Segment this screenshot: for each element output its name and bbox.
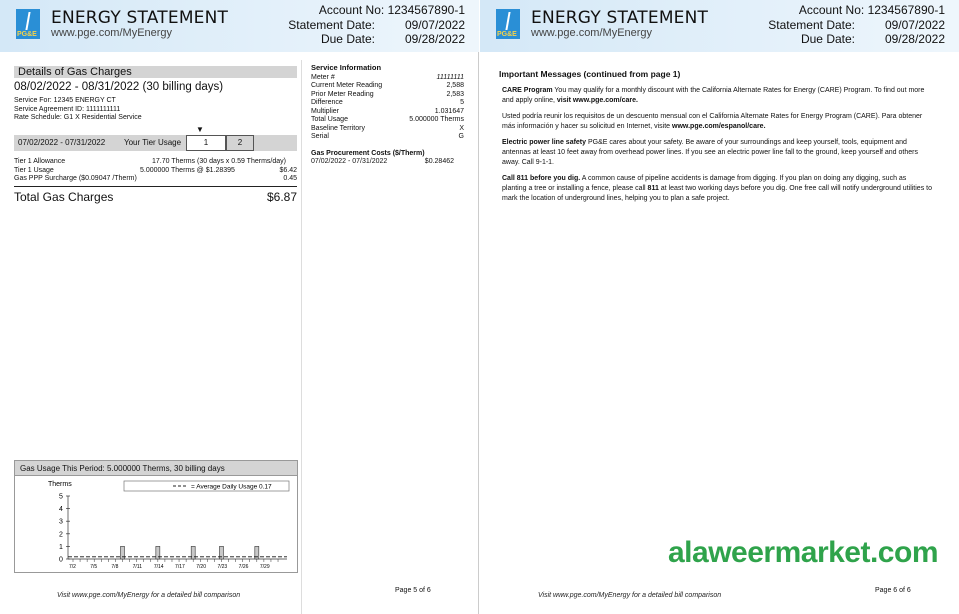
pge-logo: PG&E xyxy=(496,9,520,39)
y-axis-label: Therms xyxy=(48,481,72,488)
watermark: alaweermarket.com xyxy=(668,536,938,569)
statement-header xyxy=(0,0,479,52)
service-row: Meter # 11111111 xyxy=(311,73,464,81)
legend-label: = Average Daily Usage 0.17 xyxy=(191,483,272,491)
power-line-safety-message: Electric power line safety PG&E cares about your safety. Be aware of your surroundings and keep yourself, tools, equipment and antennas at least 10 feet away from overhead power lines. If you see an electric power line fall to the ground, keep yourself and others away. Call 9-1-1. xyxy=(502,139,918,166)
x-tick-label: 7/26 xyxy=(238,564,249,570)
x-tick-label: 7/17 xyxy=(175,564,185,570)
footer-note: Visit www.pge.com/MyEnergy for a detailed bill comparison xyxy=(57,592,241,599)
total-gas-charges: Total Gas Charges $6.87 xyxy=(14,186,297,204)
billing-period: 08/02/2022 - 08/31/2022 (30 billing days) xyxy=(14,81,224,93)
tier-usage-bar: 07/02/2022 - 07/31/2022 Your Tier Usage 1 2 xyxy=(14,135,297,151)
header-url: www.pge.com/MyEnergy xyxy=(51,27,173,39)
service-row: Serial G xyxy=(311,133,464,140)
tier-2: 2 xyxy=(226,135,254,151)
page-number: Page 6 of 6 xyxy=(875,587,911,594)
gas-usage-chart xyxy=(14,460,298,573)
x-tick-label: 7/23 xyxy=(217,564,228,570)
account-info: Account No: 1234567890-1 Statement Date: 09/07/2022 Due Date: 09/28/2022 xyxy=(288,3,465,46)
page-6 xyxy=(480,0,959,614)
service-row: Total Usage 5.000000 Therms xyxy=(311,116,464,123)
y-tick-label: 3 xyxy=(59,518,63,526)
messages-heading: Important Messages (continued from page 1) xyxy=(499,69,681,79)
service-agreement: Service Agreement ID: 1111111111 xyxy=(14,105,121,113)
important-messages xyxy=(502,86,932,210)
service-information: Service Information Meter # 11111111 Current Meter Reading 2,588 Prior Meter Reading 2,583 Difference 5 Multiplier 1.031647 Total Usage 5.000000 Therms Baseline Territory X Serial G Gas Procurement Costs ($/Therm) 07/02/2022 - 07/31/2022 $0.28462 xyxy=(311,63,464,165)
service-row: Difference 5 xyxy=(311,99,464,106)
details-heading: Details of Gas Charges xyxy=(14,66,297,78)
tier-1: 1 xyxy=(186,135,226,151)
y-tick-label: 2 xyxy=(59,531,63,539)
service-for: Service For: 12345 ENERGY CT xyxy=(14,97,116,104)
care-message: CARE Program You may qualify for a monthly discount with the California Alternate Rates for Energy (CARE) Program. To find out more and apply online, visit www.pge.com/care. xyxy=(502,87,925,104)
service-row: Baseline Territory X xyxy=(311,124,464,132)
x-tick-label: 7/5 xyxy=(90,564,98,570)
x-tick-label: 7/14 xyxy=(153,564,164,570)
y-tick-label: 4 xyxy=(59,506,63,514)
footer-note: Visit www.pge.com/MyEnergy for a detailed bill comparison xyxy=(538,592,722,599)
statement-title: ENERGY STATEMENT xyxy=(51,8,229,28)
x-tick-label: 7/8 xyxy=(111,564,119,570)
y-tick-label: 5 xyxy=(59,493,63,501)
x-tick-label: 7/20 xyxy=(196,564,206,570)
service-row: Multiplier 1.031647 xyxy=(311,107,464,115)
page-5: PG&E ENERGY STATEMENT www.pge.com/MyEnergy Account No: 1234567890-1 Statement Date: 09/07/2022 Due Date: 09/28/2022 Details of Gas Charges 08/02/2022 - 08/31/2022 (30 billing days) Service For: 12345 ENERGY CT Service Agreement ID: 1111111111 Rate Schedule: G1 X Residential Service ▼ 07/02/2022 - 07/31/2022 Your Tier Usage 1 2 Tier 1 Allowance 17.70 Therms (30 days x 0.59 Therms/day) Tier 1 Usage 5.000000 Therms @ $1.28395 $6.42 Gas PPP Surcharge ($0.09047 /Therm) 0.45 Total Gas Charges $6.87 Service Information Meter # 11111111 Current Meter Reading 2,588 Prior Meter Reading 2,583 Difference 5 Multiplier 1.031647 Total Usage 5.000000 Therms Baseline Territory X Serial G Gas Procurement Costs ($/Therm) 07/02/2022 - 07/31/2022 $0.28462 Gas Usage This Period: 5.000000 Therms, 30 billing days Therms = Average Daily Usage 0.17 0 1 2 3 4 5 7/2 7/5 7/8 7/11 7/14 7/17 7/20 7/23 7/26 7/29 Visit www.pge.com/MyEnergy for a detailed bill comparison Page 5 of 6 xyxy=(0,0,479,614)
tier-marker-icon: ▼ xyxy=(196,125,204,134)
pge-logo: PG&E xyxy=(16,9,40,39)
page-number: Page 5 of 6 xyxy=(395,587,431,594)
chart-plot xyxy=(15,476,297,572)
x-tick-label: 7/11 xyxy=(132,564,143,570)
call-811-message: Call 811 before you dig. A common cause of pipeline accidents is damage from digging. If you plan on doing any digging, such as planting a tree or installing a fence, please call 811 at least two working days before you dig. One free call will notify underground utilities to mark the location of underground lines, helping you to plan a safe project. xyxy=(502,175,932,202)
service-row: Current Meter Reading 2,588 xyxy=(311,82,464,89)
spanish-care-message: Usted podría reunir los requisitos de un descuento mensual con el California Alternate Rates for Energy Program (CARE). Para obtener más información y hacer su solicitud en Internet, visite www.pge.com/espanol/care. xyxy=(502,113,923,130)
account-info: Account No: 1234567890-1 Statement Date: 09/07/2022 Due Date: 09/28/2022 xyxy=(768,3,945,46)
rate-schedule: Rate Schedule: G1 X Residential Service xyxy=(14,114,142,121)
x-tick-label: 7/2 xyxy=(69,564,76,570)
statement-header xyxy=(480,0,959,52)
statement-title: ENERGY STATEMENT xyxy=(531,8,709,28)
service-row: Prior Meter Reading 2,583 xyxy=(311,90,464,98)
chart-title: Gas Usage This Period: 5.000000 Therms, 30 billing days xyxy=(15,461,297,476)
y-tick-label: 1 xyxy=(59,543,63,551)
y-tick-label: 0 xyxy=(59,556,63,564)
x-tick-label: 7/29 xyxy=(259,564,270,570)
header-url: www.pge.com/MyEnergy xyxy=(531,27,653,39)
